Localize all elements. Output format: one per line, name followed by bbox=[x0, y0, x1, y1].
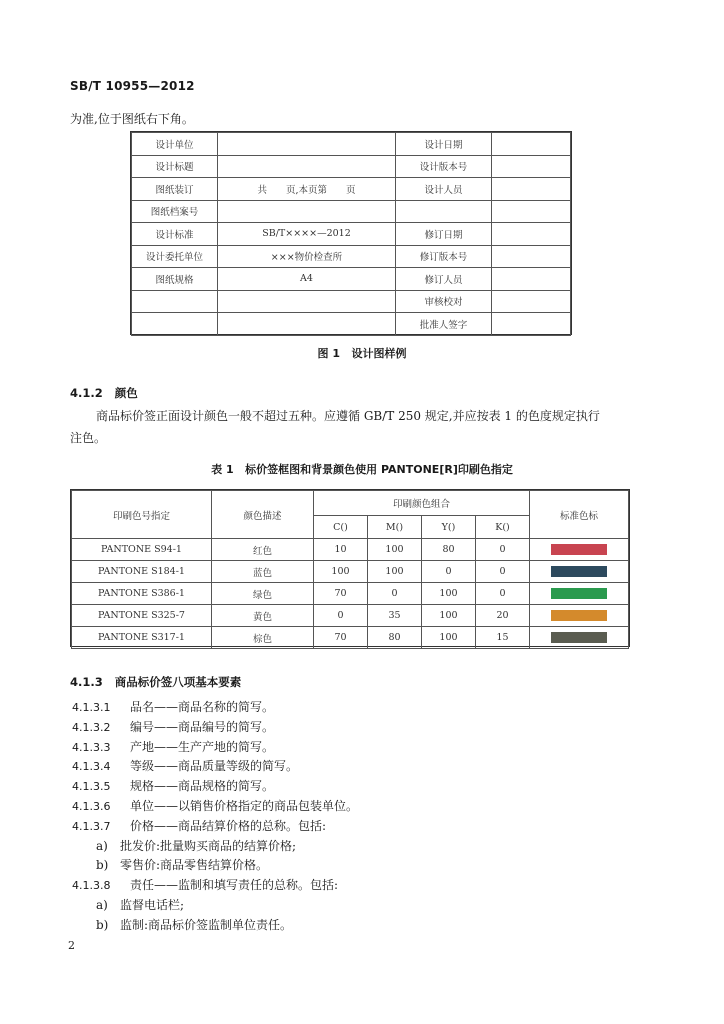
cell-m: 80 bbox=[368, 627, 422, 649]
figure-cell bbox=[396, 200, 492, 223]
section-4-1-3-heading bbox=[70, 674, 241, 690]
figure-row bbox=[132, 178, 571, 201]
cell-c: 70 bbox=[314, 583, 368, 605]
clause-item bbox=[72, 718, 274, 735]
section-number: 4.1.3 bbox=[70, 675, 103, 689]
cell-code: PANTONE S325-7 bbox=[72, 605, 212, 627]
table-1-caption bbox=[0, 461, 724, 477]
figure-cell: ×××物价检查所 bbox=[218, 245, 396, 268]
table-row bbox=[72, 627, 629, 649]
cell-y: 80 bbox=[422, 539, 476, 561]
figure-cell: 图纸装订 bbox=[132, 178, 218, 201]
cell-swatch bbox=[530, 627, 629, 649]
color-swatch bbox=[551, 632, 607, 643]
cell-code: PANTONE S386-1 bbox=[72, 583, 212, 605]
header-y: Y() bbox=[422, 516, 476, 539]
clause-item bbox=[72, 738, 274, 755]
sub-label: b) bbox=[96, 917, 109, 932]
figure-cell: 修订人员 bbox=[396, 268, 492, 291]
cell-y: 100 bbox=[422, 583, 476, 605]
figure-cell: 设计单位 bbox=[132, 133, 218, 156]
figure-cell bbox=[218, 200, 396, 223]
figure-cell bbox=[132, 313, 218, 336]
clause-item bbox=[72, 698, 274, 715]
clause-number: 4.1.3.6 bbox=[72, 800, 111, 813]
cell-c: 70 bbox=[314, 627, 368, 649]
figure-cell bbox=[492, 178, 571, 201]
cell-code: PANTONE S184-1 bbox=[72, 561, 212, 583]
cell-code: PANTONE S94-1 bbox=[72, 539, 212, 561]
cell-k: 0 bbox=[476, 539, 530, 561]
clause-item bbox=[72, 757, 298, 774]
figure-cell: 审核校对 bbox=[396, 290, 492, 313]
figure-cell bbox=[492, 223, 571, 246]
figure-cell: 设计日期 bbox=[396, 133, 492, 156]
color-paragraph-line-2: 注色。 bbox=[70, 431, 107, 445]
clause-number: 4.1.3.7 bbox=[72, 819, 111, 833]
figure-cell: 共 页,本页第 页 bbox=[218, 178, 396, 201]
sub-text: 批发价:批量购买商品的结算价格; bbox=[120, 838, 297, 853]
cell-desc: 绿色 bbox=[212, 583, 314, 605]
figure-cell: 图纸档案号 bbox=[132, 200, 218, 223]
header-print-code: 印刷色号指定 bbox=[72, 491, 212, 539]
section-title: 商品标价签八项基本要素 bbox=[114, 675, 242, 689]
section-4-1-2-heading bbox=[70, 385, 138, 401]
clause-text: 品名——商品名称的简写。 bbox=[130, 700, 275, 714]
cell-m: 100 bbox=[368, 561, 422, 583]
cell-swatch bbox=[530, 583, 629, 605]
clause-text: 等级——商品质量等级的简写。 bbox=[130, 759, 299, 774]
figure-cell: 设计人员 bbox=[396, 178, 492, 201]
table-row bbox=[72, 539, 629, 561]
figure-row bbox=[132, 290, 571, 313]
figure-row bbox=[132, 268, 571, 291]
figure-cell bbox=[492, 313, 571, 336]
figure-cell bbox=[132, 290, 218, 313]
section-title: 颜色 bbox=[114, 386, 138, 400]
header-m: M() bbox=[368, 516, 422, 539]
cell-desc: 红色 bbox=[212, 539, 314, 561]
cell-c: 10 bbox=[314, 539, 368, 561]
figure-cell bbox=[492, 290, 571, 313]
figure-cell: 设计标准 bbox=[132, 223, 218, 246]
page-number: 2 bbox=[68, 939, 75, 952]
color-paragraph-line-1: 商品标价签正面设计颜色一般不超过五种。应遵循 GB/T 250 规定,并应按表 1 的色度规定执行 bbox=[96, 409, 600, 423]
sub-text: 监制:商品标价签监制单位责任。 bbox=[120, 917, 293, 932]
price-sub-item bbox=[96, 837, 296, 854]
figure-cell: 设计版本号 bbox=[396, 155, 492, 178]
figure-cell bbox=[492, 245, 571, 268]
figure-cell: 设计委托单位 bbox=[132, 245, 218, 268]
cell-y: 0 bbox=[422, 561, 476, 583]
figure-cell bbox=[492, 133, 571, 156]
clause-number: 4.1.3.4 bbox=[72, 760, 111, 774]
cell-swatch bbox=[530, 561, 629, 583]
cell-k: 20 bbox=[476, 605, 530, 627]
standard-code: SB/T 10955—2012 bbox=[70, 79, 195, 93]
cell-c: 0 bbox=[314, 605, 368, 627]
cell-desc: 蓝色 bbox=[212, 561, 314, 583]
sub-label: a) bbox=[96, 838, 108, 853]
figure-number: 图 1 bbox=[317, 347, 340, 360]
design-drawing-sample-table bbox=[130, 131, 572, 335]
cell-y: 100 bbox=[422, 605, 476, 627]
cell-m: 35 bbox=[368, 605, 422, 627]
clause-number: 4.1.3.8 bbox=[72, 879, 111, 893]
price-sub-item bbox=[96, 856, 268, 873]
color-swatch bbox=[551, 544, 607, 555]
cell-swatch bbox=[530, 605, 629, 627]
figure-cell bbox=[492, 155, 571, 178]
table-number: 表 1 bbox=[211, 463, 234, 476]
figure-1-caption bbox=[0, 345, 724, 361]
cell-k: 0 bbox=[476, 561, 530, 583]
clause-item bbox=[72, 876, 338, 893]
figure-row bbox=[132, 133, 571, 156]
figure-row bbox=[132, 245, 571, 268]
header-print-combo: 印刷颜色组合 bbox=[314, 491, 530, 516]
responsibility-sub-item bbox=[96, 916, 292, 933]
table-row bbox=[72, 605, 629, 627]
header-k: K() bbox=[476, 516, 530, 539]
sub-text: 零售价:商品零售结算价格。 bbox=[120, 858, 269, 873]
cell-m: 100 bbox=[368, 539, 422, 561]
header-color-desc: 颜色描述 bbox=[212, 491, 314, 539]
figure-cell: 批准人签字 bbox=[396, 313, 492, 336]
clause-text: 单位——以销售价格指定的商品包装单位。 bbox=[130, 799, 359, 813]
figure-row bbox=[132, 223, 571, 246]
figure-title: 设计图样例 bbox=[351, 347, 407, 360]
clause-item bbox=[72, 817, 326, 834]
header-c: C() bbox=[314, 516, 368, 539]
table-row bbox=[72, 583, 629, 605]
clause-text: 产地——生产产地的简写。 bbox=[130, 739, 275, 754]
clause-text: 责任——监制和填写责任的总称。包括: bbox=[130, 878, 339, 893]
sub-label: a) bbox=[96, 898, 108, 912]
header-standard-swatch: 标准色标 bbox=[530, 491, 629, 539]
cell-swatch bbox=[530, 539, 629, 561]
clause-number: 4.1.3.5 bbox=[72, 780, 111, 794]
cell-code: PANTONE S317-1 bbox=[72, 627, 212, 649]
table-title: 标价签框图和背景颜色使用 PANTONE[R]印刷色指定 bbox=[245, 463, 513, 476]
clause-number: 4.1.3.3 bbox=[72, 740, 111, 754]
figure-row bbox=[132, 155, 571, 178]
pantone-color-table bbox=[70, 489, 630, 647]
cell-k: 15 bbox=[476, 627, 530, 649]
figure-row bbox=[132, 200, 571, 223]
responsibility-sub-item bbox=[96, 896, 184, 913]
clause-text: 规格——商品规格的简写。 bbox=[130, 779, 275, 794]
figure-cell: SB/T××××—2012 bbox=[218, 223, 396, 246]
figure-cell bbox=[218, 155, 396, 178]
color-swatch bbox=[551, 566, 607, 577]
figure-cell bbox=[492, 200, 571, 223]
clause-number: 4.1.3.1 bbox=[72, 701, 111, 714]
clause-item bbox=[72, 797, 358, 814]
figure-cell bbox=[218, 290, 396, 313]
section-number: 4.1.2 bbox=[70, 386, 103, 400]
sub-text: 监督电话栏; bbox=[120, 898, 185, 912]
figure-cell: 修订版本号 bbox=[396, 245, 492, 268]
intro-line: 为准,位于图纸右下角。 bbox=[70, 112, 194, 126]
clause-number: 4.1.3.2 bbox=[72, 720, 111, 734]
sub-label: b) bbox=[96, 858, 109, 873]
figure-cell bbox=[492, 268, 571, 291]
cell-desc: 黄色 bbox=[212, 605, 314, 627]
clause-text: 价格——商品结算价格的总称。包括: bbox=[130, 818, 327, 833]
clause-item bbox=[72, 777, 274, 794]
cell-m: 0 bbox=[368, 583, 422, 605]
figure-cell: 修订日期 bbox=[396, 223, 492, 246]
cell-c: 100 bbox=[314, 561, 368, 583]
figure-cell bbox=[218, 313, 396, 336]
color-swatch bbox=[551, 588, 607, 599]
figure-cell: 设计标题 bbox=[132, 155, 218, 178]
clause-text: 编号——商品编号的简写。 bbox=[130, 719, 275, 734]
color-swatch bbox=[551, 610, 607, 621]
figure-row bbox=[132, 313, 571, 336]
cell-desc: 棕色 bbox=[212, 627, 314, 649]
cell-y: 100 bbox=[422, 627, 476, 649]
table-row bbox=[72, 561, 629, 583]
figure-cell: 图纸规格 bbox=[132, 268, 218, 291]
figure-cell: A4 bbox=[218, 268, 396, 291]
figure-cell bbox=[218, 133, 396, 156]
cell-k: 0 bbox=[476, 583, 530, 605]
